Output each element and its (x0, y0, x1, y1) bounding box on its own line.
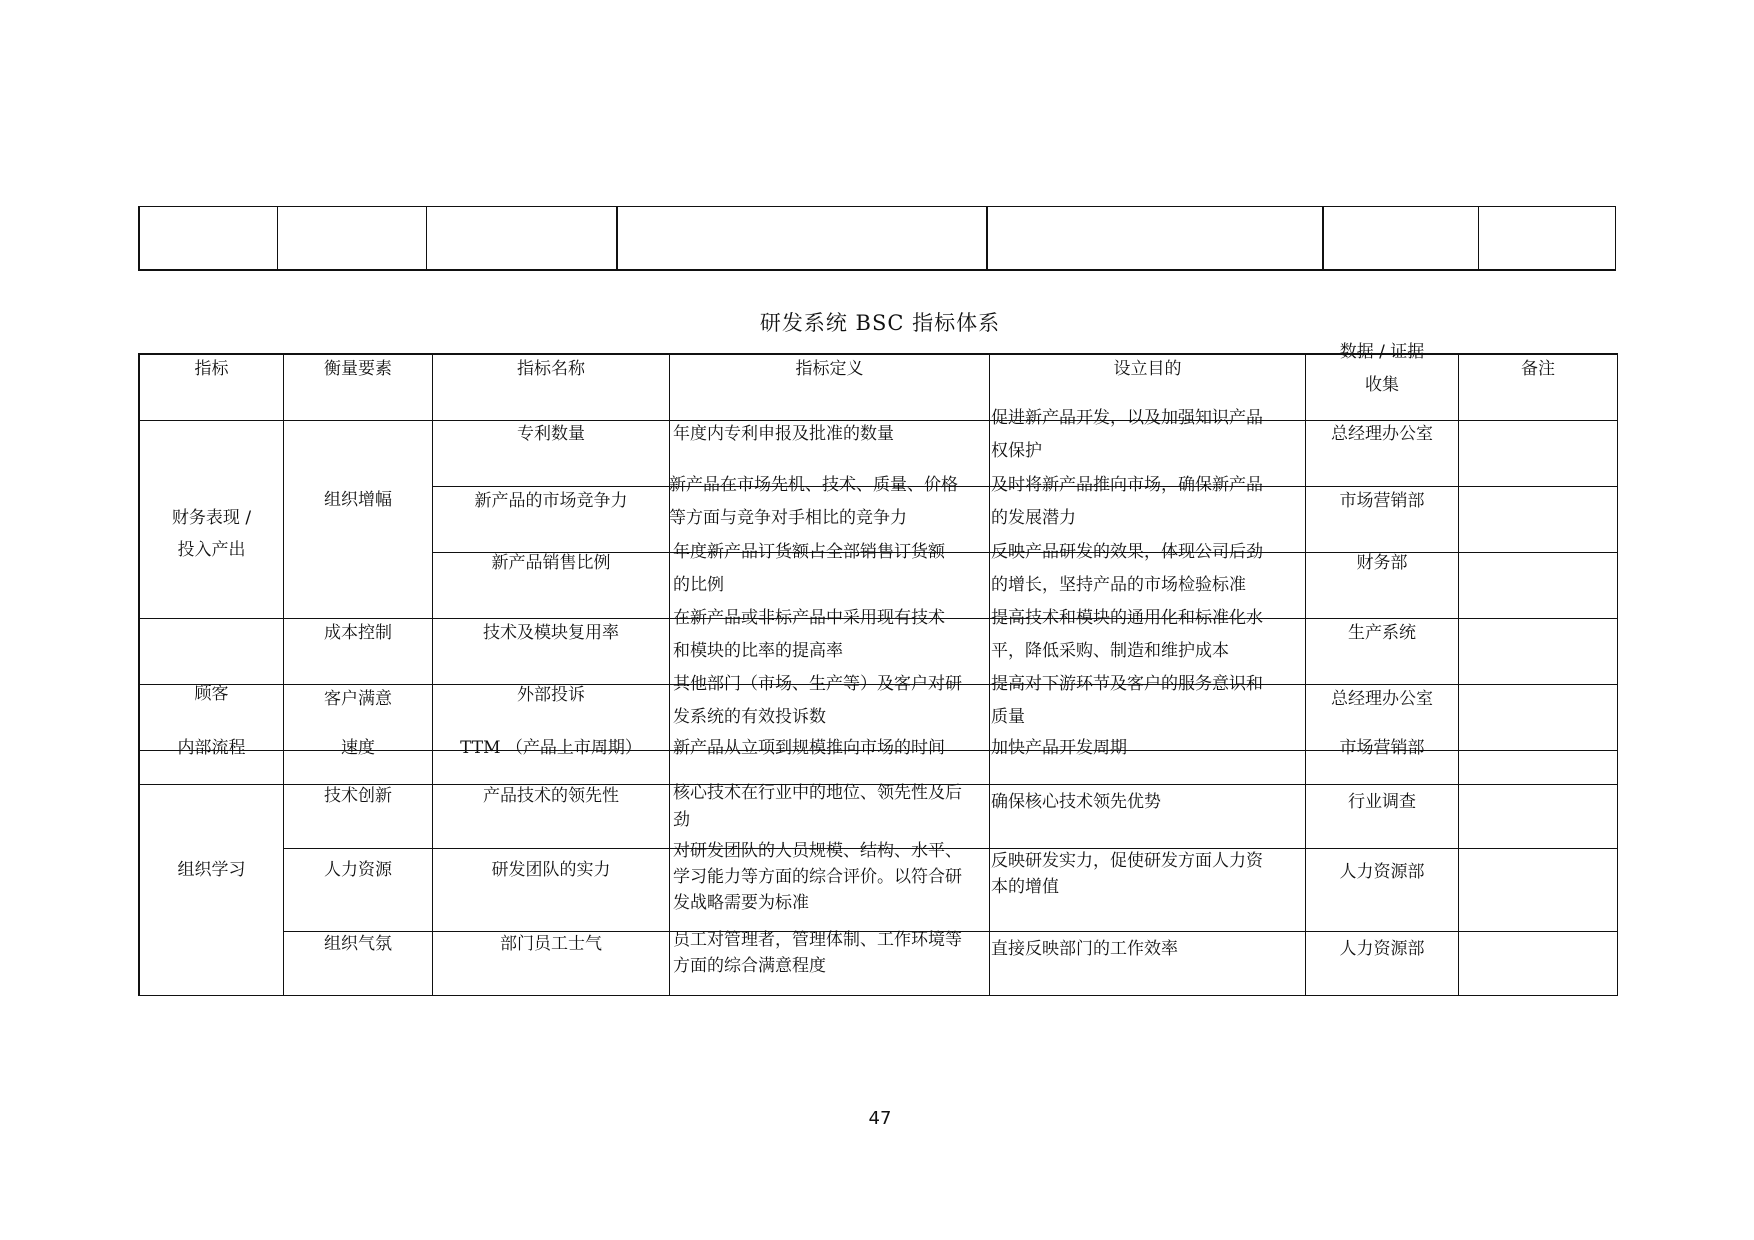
row-2-source: 市场营销部 (1339, 491, 1425, 511)
row-3-source: 财务部 (1356, 553, 1408, 573)
row-9-name: 部门员工士气 (500, 934, 602, 954)
row-6-definition: 新产品从立项到规模推向市场的时间 (673, 738, 945, 758)
factor-human-resources: 人力资源 (324, 860, 392, 880)
header-definition: 指标定义 (795, 359, 864, 379)
row-3-purpose: 反映产品研发的效果，体现公司后劲 的增长，坚持产品的市场检验标准 (991, 542, 1263, 595)
row-6-purpose: 加快产品开发周期 (991, 738, 1127, 758)
group-customer: 顾客 (194, 684, 229, 704)
top-table-top-border (138, 206, 1616, 207)
row-4-name: 技术及模块复用率 (483, 623, 619, 643)
row-3-definition: 年度新产品订货额占全部销售订货额 的比例 (673, 542, 945, 595)
table-border-bottom (138, 995, 1618, 996)
header-purpose: 设立目的 (1113, 359, 1182, 379)
group-finance: 财务表现 / 投入产出 (171, 508, 252, 560)
row-8-source: 人力资源部 (1339, 862, 1425, 882)
title-suffix: 指标体系 (912, 311, 1001, 335)
page-title (580, 308, 1180, 338)
row-4-source: 生产系统 (1348, 623, 1416, 643)
top-table-divider (277, 206, 278, 270)
row-3-name: 新产品销售比例 (491, 553, 611, 573)
row-5-definition: 其他部门（市场、生产等）及客户对研 发系统的有效投诉数 (673, 674, 962, 727)
row-6-name: TTM （产品上市周期） (460, 738, 642, 758)
title-bsc: BSC (855, 311, 905, 335)
top-table-bottom-border (138, 269, 1616, 271)
row-5-name: 外部投诉 (517, 685, 585, 705)
header-name: 指标名称 (517, 359, 585, 379)
row-5-source: 总经理办公室 (1331, 689, 1433, 709)
row-7-name: 产品技术的领先性 (483, 786, 619, 806)
header-indicator: 指标 (194, 359, 229, 379)
column-divider (669, 353, 670, 996)
row-2-name: 新产品的市场竞争力 (474, 491, 628, 511)
top-table-divider (138, 206, 140, 270)
column-divider (283, 353, 284, 996)
row-8-purpose: 反映研发实力，促使研发方面人力资 本的增值 (991, 851, 1263, 897)
group-learning: 组织学习 (177, 860, 246, 880)
factor-cost-control: 成本控制 (324, 623, 392, 643)
header-remarks: 备注 (1521, 359, 1555, 379)
row-4-purpose: 提高技术和模块的通用化和标准化水 平，降低采购、制造和维护成本 (991, 608, 1263, 661)
header-factor: 衡量要素 (324, 359, 392, 379)
top-table-divider (1615, 206, 1616, 270)
row-1-name: 专利数量 (517, 424, 585, 444)
column-divider (1458, 353, 1459, 996)
row-9-purpose: 直接反映部门的工作效率 (991, 939, 1178, 959)
factor-speed: 速度 (341, 738, 375, 758)
factor-org-growth: 组织增幅 (324, 490, 392, 510)
row-7-definition: 核心技术在行业中的地位、领先性及后 劲 (673, 783, 962, 830)
row-4-definition: 在新产品或非标产品中采用现有技术 和模块的比率的提高率 (673, 608, 945, 661)
column-divider (138, 353, 140, 996)
page-number: 47 (868, 1108, 892, 1129)
column-divider (989, 353, 990, 996)
row-7-purpose: 确保核心技术领先优势 (991, 792, 1161, 812)
top-table-divider (1322, 206, 1324, 270)
title-prefix: 研发系统 (759, 311, 848, 335)
row-9-definition: 员工对管理者，管理体制、工作环境等 方面的综合满意程度 (673, 930, 962, 976)
top-table-divider (426, 206, 427, 270)
row-8-name: 研发团队的实力 (491, 860, 611, 880)
row-1-source: 总经理办公室 (1331, 424, 1433, 444)
factor-tech-innovation: 技术创新 (324, 786, 392, 806)
row-2-definition: 新产品在市场先机、技术、质量、价格 等方面与竞争对手相比的竞争力 (669, 475, 958, 528)
factor-org-climate: 组织气氛 (324, 934, 392, 954)
group-process: 内部流程 (177, 738, 246, 758)
top-table-divider (616, 206, 618, 270)
row-9-source: 人力资源部 (1339, 939, 1425, 959)
column-divider (1617, 353, 1618, 996)
row-1-definition: 年度内专利申报及批准的数量 (673, 424, 894, 444)
row-5-purpose: 提高对下游环节及客户的服务意识和 质量 (991, 674, 1263, 727)
top-table-divider (986, 206, 988, 270)
header-data-source: 数据 / 证据 收集 (1339, 342, 1425, 395)
row-6-source: 市场营销部 (1339, 738, 1425, 758)
row-1-purpose: 促进新产品开发，以及加强知识产品 权保护 (991, 408, 1263, 461)
row-7-source: 行业调查 (1348, 792, 1416, 812)
top-table-divider (1478, 206, 1479, 270)
row-2-purpose: 及时将新产品推向市场，确保新产品 的发展潜力 (991, 475, 1263, 528)
factor-customer-satisfaction: 客户满意 (324, 689, 392, 709)
row-8-definition: 对研发团队的人员规模、结构、水平、 学习能力等方面的综合评价。以符合研 发战略需要为标准 (673, 841, 962, 913)
